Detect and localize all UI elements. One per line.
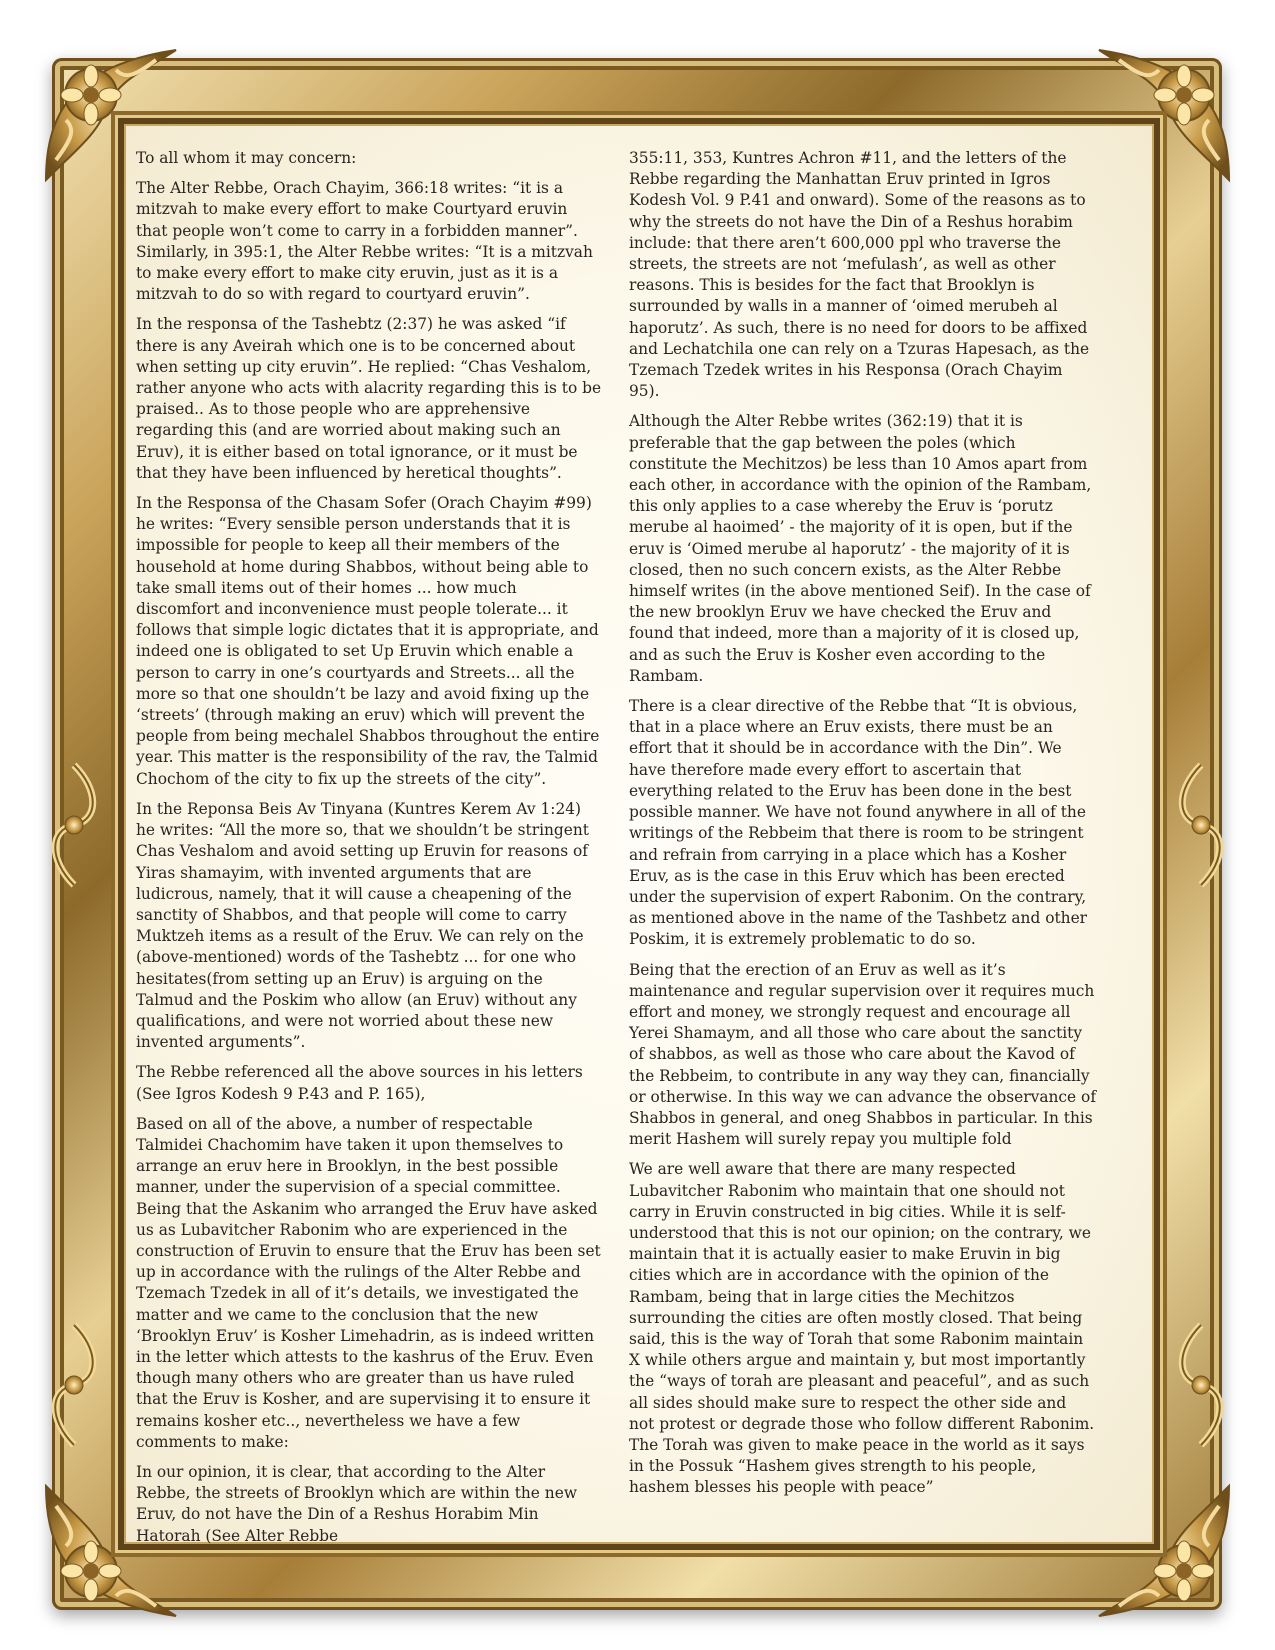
left-column: [136, 148, 603, 1545]
ornament-side-right-lower-icon: [1171, 1320, 1231, 1450]
ornament-side-left-lower-icon: [44, 1320, 104, 1450]
paragraph: There is a clear directive of the Rebbe that “It is obvious, that in a place where an Eruv exists, there must be an effort that it should be in accordance with the Din”. We have therefore made every effort to ascertain that everything related to the Eruv has been done in the best possible manner. We have not found anywhere in all of the writings of the Rebbeim that there is room to be stringent and refrain from carrying in a place which has a Kosher Eruv, as is the case in this Eruv which has been erected under the supervision of expert Rabonim. On the contrary, as mentioned above in the name of the Tashbetz and other Poskim, it is extremely problematic to do so.: [629, 697, 1088, 949]
salutation: To all whom it may concern:: [136, 149, 357, 167]
paragraph: In our opinion, it is clear, that according to the Alter Rebbe, the streets of Brooklyn which are within the new Eruv, do not have the Din of a Reshus Horabim Min Hatorah (See Alter Rebbe: [136, 1462, 578, 1545]
paragraph: The Alter Rebbe, Orach Chayim, 366:18 writes: “it is a mitzvah to make every effort to make Courtyard eruvin that people won’t come to carry in a forbidden manner”. Similarly, in 395:1, the Alter Rebbe writes: “It is a mitzvah to make every effort to make city eruvin, just as it is a mitzvah to do so with regard to courtyard eruvin”.: [136, 179, 593, 304]
paragraph: We are well aware that there are many respected Lubavitcher Rabonim who maintain that one should not carry in Eruvin constructed in big cities. While it is self-understood that this is not our opinion; on the contrary, we maintain that it is actually easier to make Eruvin in big cities which are in accordance with the opinion of the Rambam, being that in large cities the Mechitzos surrounding the cities are often mostly closed. That being said, this is the way of Torah that some Rabonim maintain X while others argue and maintain y, but most importantly the “ways of torah are pleasant and peaceful”, and as such all sides should make sure to respect the other side and not protest or degrade those who follow different Rabonim. The Torah was given to make peace in the world as it says in the Possuk “Hashem gives strength to his people, hashem blesses his people with peace”: [629, 1160, 1095, 1497]
paragraph: In the responsa of the Tashebtz (2:37) he was asked “if there is any Aveirah which one is to be concerned about when setting up city eruvin”. He replied: “Chas Veshalom, rather anyone who acts with alacrity regarding this is to be praised.. As to those people who are apprehensive regarding this (and are worried about making such an Eruv), it is either based on total ignorance, or it must be that they have been influenced by heretical thoughts”.: [136, 315, 602, 482]
paragraph: The Rebbe referenced all the above sources in his letters (See Igros Kodesh 9 P.43 and P. 165),: [136, 1063, 583, 1103]
paragraph: In the Reponsa Beis Av Tinyana (Kuntres Kerem Av 1:24) he writes: “All the more so, that we shouldn’t be stringent Chas Veshalom and avoid setting up Eruvin for reasons of Yiras shamayim, with invented arguments that are ludicrous, namely, that it will cause a cheapening of the sanctity of Shabbos, and that people will come to carry Muktzeh items as a result of the Eruv. We can rely on the (above-mentioned) words of the Tashebtz ... for one who hesitates(from setting up an Eruv) is arguing on the Talmud and the Poskim who allow (an Eruv) without any qualifications, and were not worried about these new invented arguments”.: [136, 799, 589, 1052]
ornament-side-right-icon: [1171, 760, 1231, 890]
paragraph: Although the Alter Rebbe writes (362:19) that it is preferable that the gap between the poles (which constitute the Mechitzos) be less than 10 Amos apart from each other, in accordance with the opinion of the Rambam, this only applies to a case whereby the Eruv is ‘porutz merube al haoimed’ - the majority of it is open, but if the eruv is ‘Oimed merube al haporutz’ - the majority of it is closed, then no such concern exists, as the Alter Rebbe himself writes (in the above mentioned Seif). In the case of the new brooklyn Eruv we have checked the Eruv and found that indeed, more than a majority of it is closed up, and as such the Eruv is Kosher even according to the Rambam.: [629, 412, 1092, 685]
ornament-side-left-icon: [44, 760, 104, 890]
paragraph: In the Responsa of the Chasam Sofer (Orach Chayim #99) he writes: “Every sensible person understands that it is impossible for people to keep all their members of the household at home during Shabbos, without being able to take small items out of their homes ... how much discomfort and inconvenience must people tolerate... it follows that simple logic dictates that it is appropriate, and indeed one is obligated to set Up Eruvin which enable a person to carry in one’s courtyards and Streets... all the more so that one shouldn’t be lazy and avoid fixing up the ‘streets’ (through making an eruv) which will prevent the people from being mechalel Shabbos throughout the entire year. This matter is the responsibility of the rav, the Talmid Chochom of the city to fix up the streets of the city”.: [136, 494, 600, 788]
paragraph: Based on all of the above, a number of respectable Talmidei Chachomim have taken it upon themselves to arrange an eruv here in Brooklyn, in the best possible manner, under the supervision of a special committee. Being that the Askanim who arranged the Eruv have asked us as Lubavitcher Rabonim who are experienced in the construction of Eruvin to ensure that the Eruv has been set up in accordance with the rulings of the Alter Rebbe and Tzemach Tzedek in all of it’s details, we investigated the matter and we came to the conclusion that the new ‘Brooklyn Eruv’ is Kosher Limehadrin, as is indeed written in the letter which attests to the kashrus of the Eruv. Even though many others who are greater than us have ruled that the Eruv is Kosher, and are supervising it to ensure it remains kosher etc.., nevertheless we have a few comments to make:: [136, 1114, 601, 1451]
paragraph: 355:11, 353, Kuntres Achron #11, and the letters of the Rebbe regarding the Manhattan Eruv printed in Igros Kodesh Vol. 9 P.41 and onward). Some of the reasons as to why the streets do not have the Din of a Reshus horabim include: that there aren’t 600,000 ppl who traverse the streets, the streets are not ‘mefulash’, as well as other reasons. This is besides for the fact that Brooklyn is surrounded by walls in a manner of ‘oimed merubeh al haporutz’. As such, there is no need for doors to be affixed and Lechatchila one can rely on a Tzuras Hapesach, as the Tzemach Tzedek writes in his Responsa (Orach Chayim 95).: [629, 149, 1090, 401]
right-column: [629, 148, 1097, 1497]
paragraph: Being that the erection of an Eruv as well as it’s maintenance and regular supervision over it requires much effort and money, we strongly request and encourage all Yerei Shamaym, and all those who care about the sanctity of shabbos, as well as those who care about the Kavod of the Rebbeim, to contribute in any way they can, financially or otherwise. In this way we can advance the observance of Shabbos in general, and oneg Shabbos in particular. In this merit Hashem will surely repay you multiple fold: [629, 960, 1097, 1149]
letter-body: [136, 148, 1097, 1545]
